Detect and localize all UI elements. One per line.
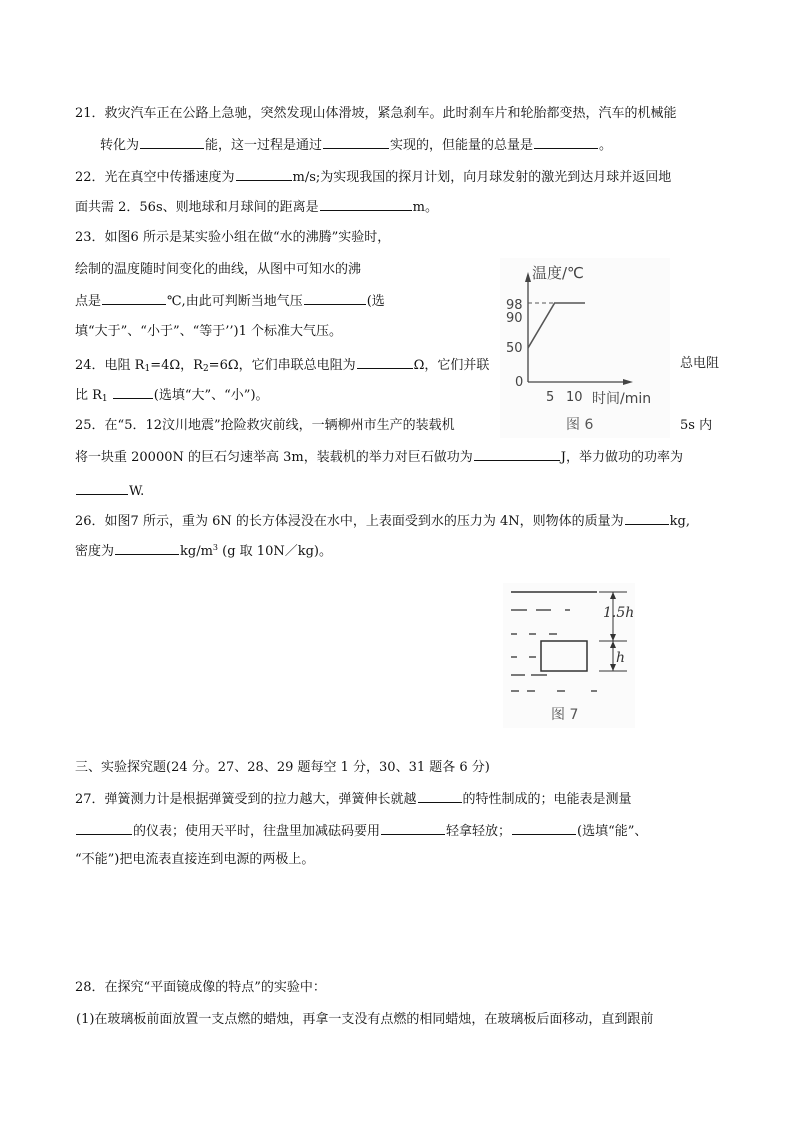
answer-blank[interactable] — [236, 168, 292, 181]
q24-right: 总电阻 — [680, 356, 720, 371]
q22-line1: 22．光在真空中传播速度为 m/s;为实现我国的探月计划，向月球发射的激光到达月球并返回地 — [75, 170, 672, 185]
q22-line2: 面共需 2．56s、则地球和月球间的距离是 m。 — [75, 200, 438, 215]
answer-blank[interactable] — [418, 790, 462, 803]
answer-blank[interactable] — [76, 822, 132, 835]
label-h: h — [616, 650, 626, 666]
q28-line1: 28．在探究“平面镜成像的特点”的实验中： — [75, 980, 326, 995]
q24-line2: 比 $R_1$ (选填“大”、“小”)。 — [75, 388, 269, 404]
answer-blank[interactable] — [115, 542, 179, 555]
answer-blank[interactable] — [625, 512, 669, 525]
answer-blank[interactable] — [76, 482, 128, 495]
answer-blank[interactable] — [357, 356, 413, 369]
answer-blank[interactable] — [381, 822, 445, 835]
x-tick-10: 10 — [566, 390, 583, 405]
q23-line1: 23．如图6 所示是某实验小组在做“水的沸腾”实验时， — [75, 230, 391, 245]
y-tick-98: 98 — [506, 298, 523, 313]
y-tick-90: 90 — [506, 311, 523, 326]
q27-line1: 27．弹簧测力计是根据弹簧受到的拉力越大，弹簧伸长就越 的特性制成的；电能表是测量 — [75, 792, 632, 807]
label-1-5h: 1.5h — [603, 605, 635, 621]
x-tick-5: 5 — [546, 390, 555, 405]
q25-line2: 将一块重 20000N 的巨石匀速举高 3m，装载机的举力对巨石做功为 J，举力做功的功率为 — [75, 450, 683, 465]
answer-blank[interactable] — [474, 448, 560, 461]
figure-6-background — [500, 258, 670, 438]
answer-blank[interactable] — [113, 386, 153, 399]
figure-7-caption: 图 7 — [551, 707, 579, 723]
q24-line1: 24．电阻 $R_1=4\Omega$，$R_2=6\Omega$，它们串联总电阻为 Ω，它们并联 — [75, 358, 490, 374]
section-3-heading: 三、实验探究题(24 分。27、28、29 题每空 1 分，30、31 题各 6 分) — [75, 760, 490, 775]
y-axis-label: 温度/℃ — [532, 264, 584, 282]
q23-line3: 点是 ℃,由此可判断当地气压 (选 — [75, 294, 385, 309]
answer-blank[interactable] — [534, 136, 598, 149]
q26-line2: 密度为 $kg/m^3$ (g 取 10N／kg)。 — [75, 543, 332, 559]
x-axis-label: 时间/min — [592, 391, 652, 407]
y-tick-0: 0 — [515, 375, 524, 390]
q28-line2: (1)在玻璃板前面放置一支点燃的蜡烛，再拿一支没有点燃的相同蜡烛，在玻璃板后面移动，直到跟前 — [76, 1012, 654, 1027]
answer-blank[interactable] — [320, 198, 412, 211]
q23-line2: 绘制的温度随时间变化的曲线，从图中可知水的沸 — [75, 262, 362, 277]
q21-line1: 21．救灾汽车正在公路上急驰，突然发现山体滑坡，紧急刹车。此时刹车片和轮胎都变热，汽车的机械能 — [75, 106, 677, 121]
q23-line4: 填“大于”、“小于”、“等于’’)1 个标准大气压。 — [75, 324, 342, 339]
q25-right: 5s 内 — [680, 418, 713, 433]
figure-6-chart — [500, 258, 670, 438]
q25-line1: 25．在“5．12汶川地震”抢险救灾前线，一辆柳州市生产的装载机 — [75, 418, 455, 433]
y-tick-50: 50 — [506, 341, 523, 356]
answer-blank[interactable] — [323, 136, 389, 149]
figure-7-diagram — [503, 583, 635, 728]
q27-line3: “不能”)把电流表直接连到电源的两极上。 — [75, 852, 315, 867]
q21-line2: 转化为 能，这一过程是通过 实现的，但能量的总量是 。 — [100, 138, 613, 153]
answer-blank[interactable] — [512, 822, 576, 835]
q27-line2: 的仪表；使用天平时，往盘里加减砝码要用 轻拿轻放； (选填“能”、 — [75, 822, 647, 840]
figure-6-caption: 图 6 — [566, 417, 594, 433]
answer-blank[interactable] — [140, 136, 204, 149]
answer-blank[interactable] — [304, 292, 366, 305]
q25-line3: W. — [75, 482, 144, 500]
q26-line1: 26．如图7 所示，重为 6N 的长方体浸没在水中，上表面受到水的压力为 4N，则物体的质量为 kg, — [75, 514, 690, 529]
answer-blank[interactable] — [102, 292, 166, 305]
